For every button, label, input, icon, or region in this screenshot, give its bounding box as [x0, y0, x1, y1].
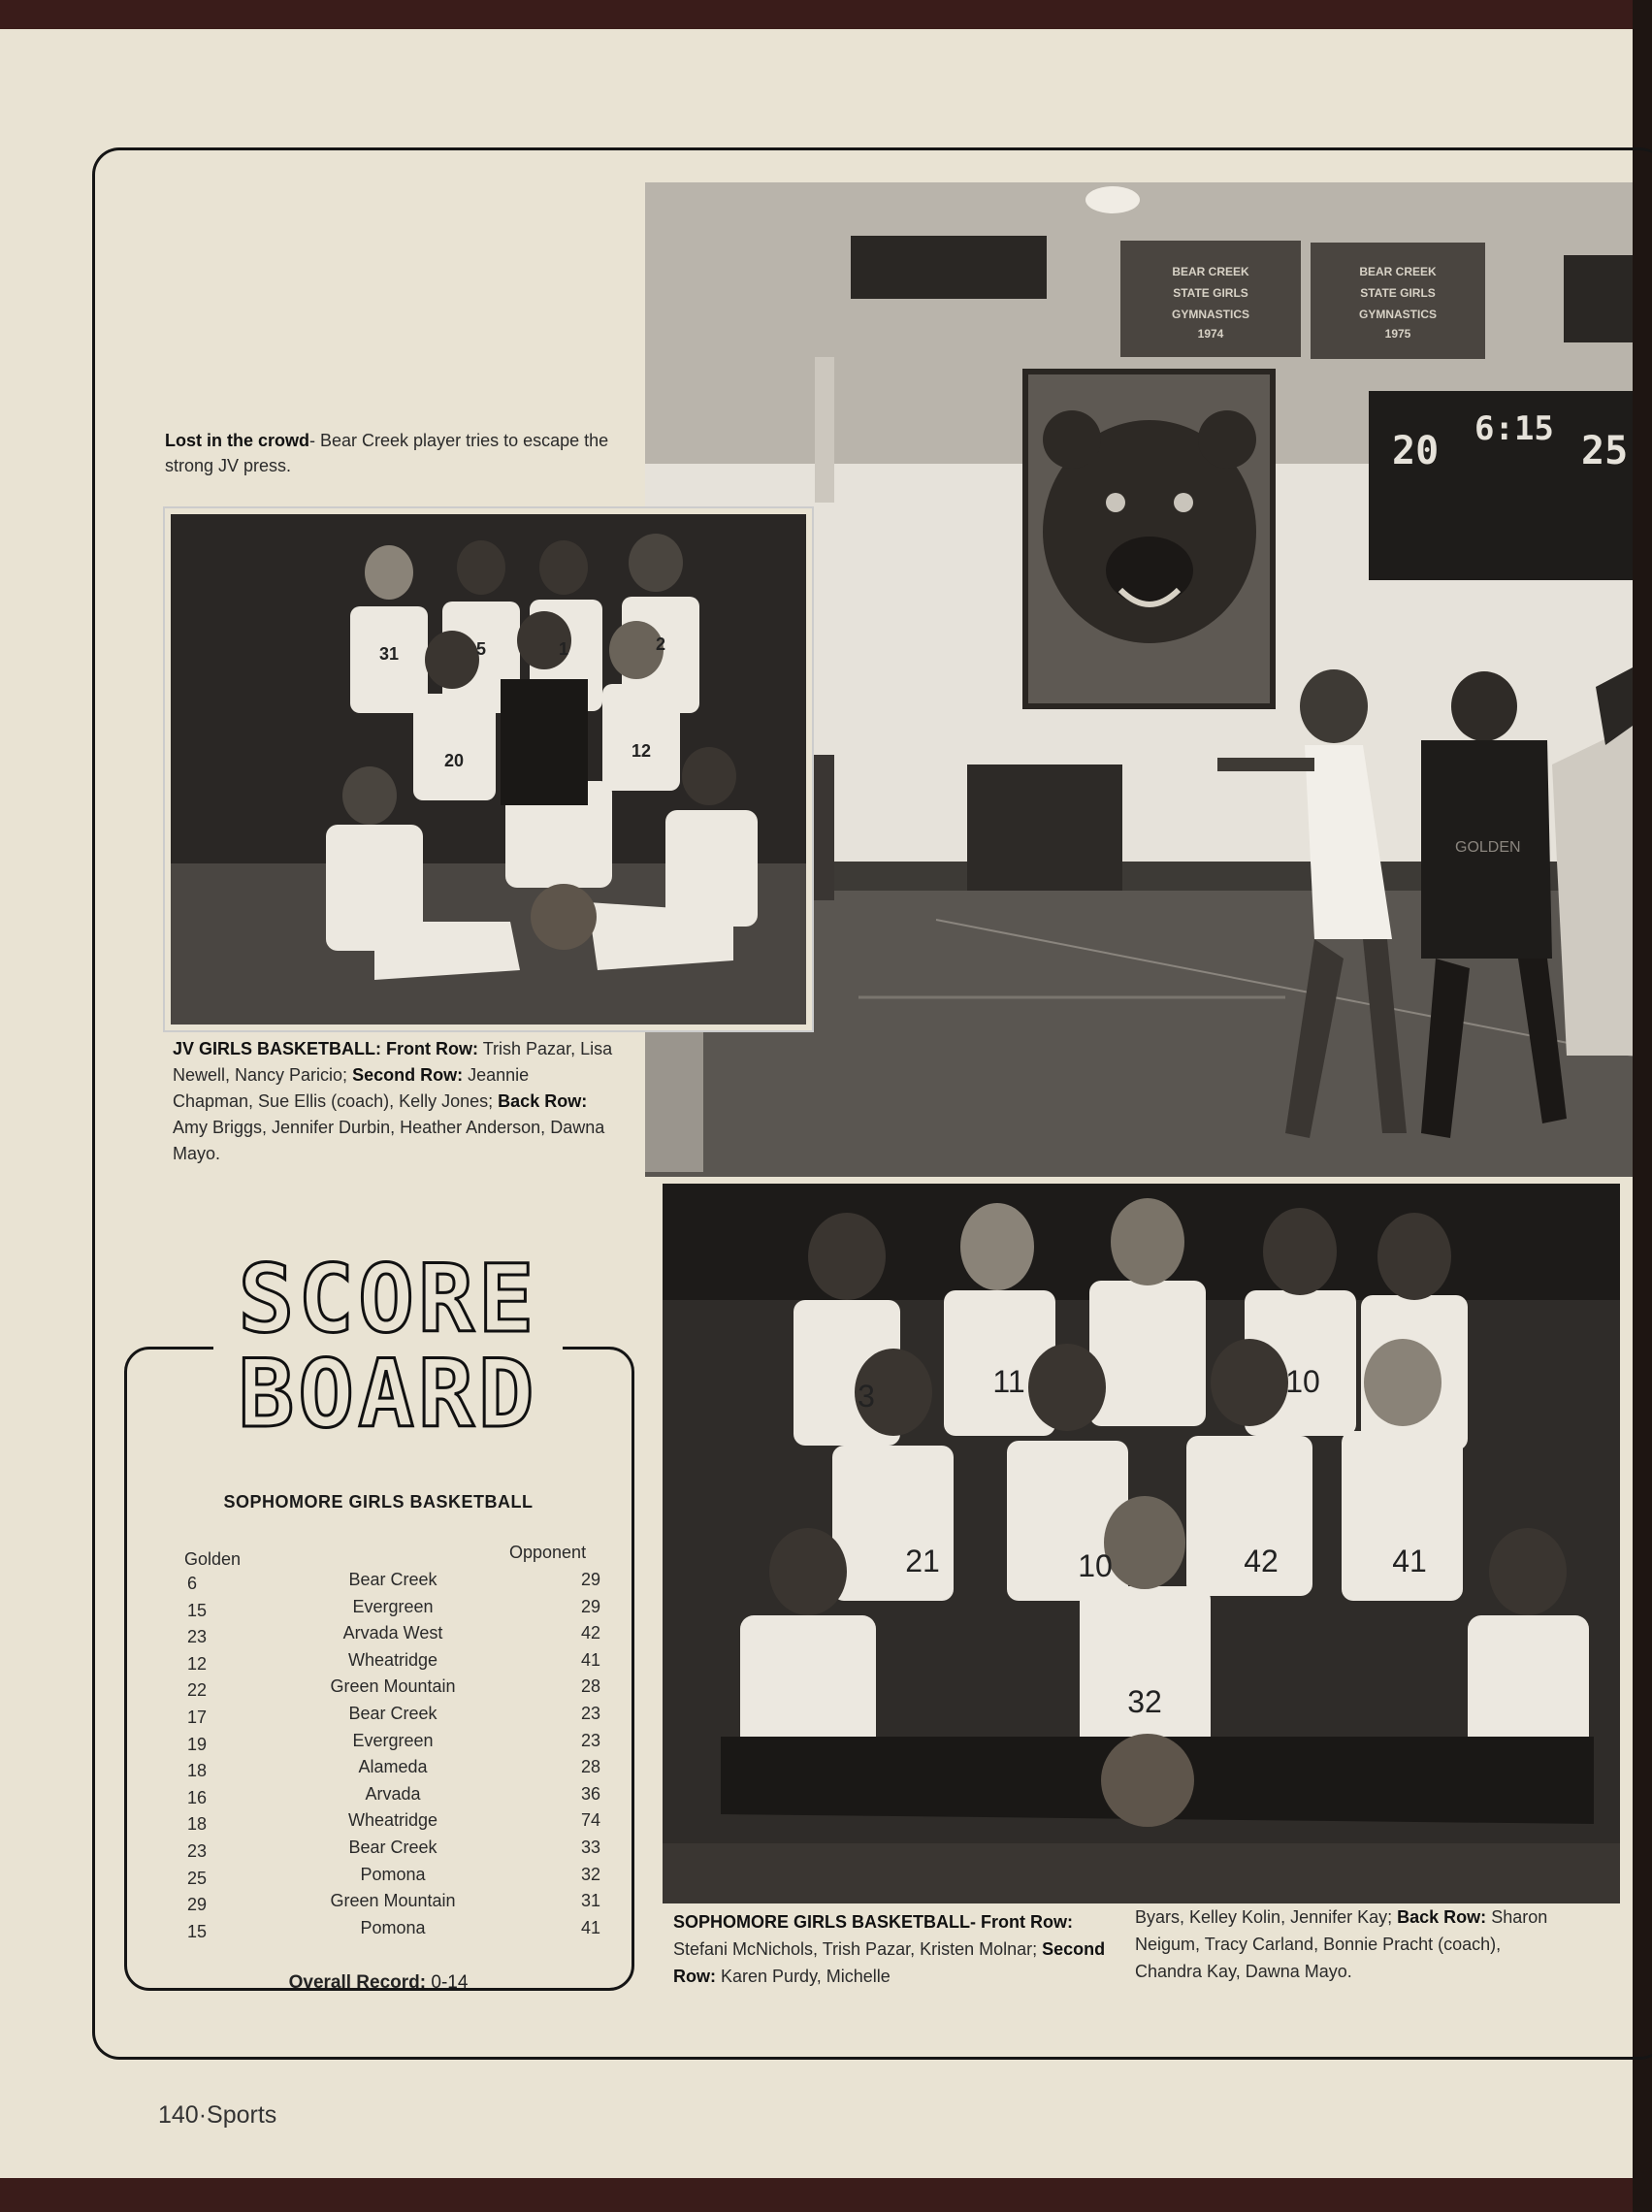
overall-record: [146, 1972, 611, 1994]
score-opponent-team: Wheatridge: [347, 1649, 438, 1670]
soph-jersey-number-4: 21: [905, 1544, 940, 1578]
scoreboard-title-line2: BOARD: [238, 1340, 538, 1448]
score-row: [179, 1757, 606, 1784]
score-opponent: 42: [580, 1623, 600, 1643]
score-opponent: 32: [580, 1864, 600, 1884]
col-header-golden: Golden: [184, 1549, 242, 1569]
soph-jersey-number-8: 32: [1127, 1684, 1162, 1719]
score-table: [179, 1570, 606, 1944]
score-opponent: 28: [580, 1757, 600, 1777]
score-opponent: 29: [580, 1570, 600, 1589]
scoreboard-title-line1: SCORE: [238, 1245, 538, 1353]
top-edge: [0, 0, 1652, 29]
crowd-caption: [165, 428, 621, 478]
score-golden: 23: [187, 1627, 208, 1647]
score-row: [179, 1704, 606, 1731]
score-opponent-team: Pomona: [360, 1864, 426, 1884]
col-header-opponent: Opponent: [509, 1543, 587, 1562]
sophomore-caption-left: [673, 1908, 1115, 1990]
action-jersey-text: GOLDEN: [1455, 839, 1521, 856]
crowd-caption-title: Lost in the crowd: [165, 431, 310, 450]
score-opponent-team: Arvada West: [342, 1623, 443, 1643]
sophomore-team-photo-art: [663, 1184, 1620, 1903]
banner2-line2: STATE GIRLS: [1360, 286, 1436, 300]
score-opponent-team: Green Mountain: [330, 1891, 456, 1911]
banner2-line3: GYMNASTICS: [1358, 308, 1438, 321]
score-row: [179, 1838, 606, 1865]
scoreboard-guest-score: 25: [1581, 429, 1629, 473]
jv-team-photo: [165, 508, 812, 1030]
jv-jersey-number-2: 5: [475, 639, 487, 659]
soph-jersey-number-1: 3: [858, 1379, 875, 1414]
score-row: [179, 1597, 606, 1624]
jv-jersey-number-3: 1: [558, 639, 569, 659]
score-opponent-team: Alameda: [358, 1757, 428, 1777]
soph-jersey-number-5: 10: [1078, 1548, 1113, 1583]
score-golden: 18: [187, 1761, 208, 1781]
soph-jersey-number-2: 11: [992, 1364, 1025, 1399]
crowd-caption-text: - Bear Creek player tries to escape the strong JV press.: [165, 431, 609, 475]
score-row: [179, 1891, 606, 1918]
jv-team-photo-art: [171, 514, 806, 1025]
bottom-edge: [0, 2178, 1652, 2212]
score-opponent-team: Evergreen: [352, 1596, 434, 1616]
banner1-line2: STATE GIRLS: [1173, 286, 1248, 300]
jv-caption: [173, 1036, 614, 1167]
score-opponent-team: Bear Creek: [348, 1703, 437, 1723]
banner1-line1: BEAR CREEK: [1172, 265, 1249, 278]
soph-front-names: Stefani McNichols, Trish Pazar, Kristen Molnar;: [673, 1939, 1038, 1959]
score-golden: 18: [187, 1814, 208, 1835]
score-golden: 16: [187, 1787, 208, 1807]
score-golden: 23: [187, 1840, 208, 1861]
score-row: [179, 1676, 606, 1704]
jv-second-names: Jeannie Chapman, Sue Ellis (coach), Kelly Jones;: [173, 1065, 530, 1111]
soph-back-names: Sharon Neigum, Tracy Carland, Bonnie Pracht (coach), Chandra Kay, Dawna Mayo.: [1135, 1907, 1548, 1981]
score-opponent-team: Bear Creek: [348, 1837, 437, 1857]
jv-jersey-number-5: 20: [443, 751, 465, 770]
score-golden: 25: [187, 1868, 208, 1888]
soph-second-names-a: Karen Purdy, Michelle: [721, 1967, 891, 1986]
score-opponent-team: Evergreen: [352, 1730, 434, 1750]
sophomore-team-photo: [661, 1182, 1622, 1905]
banner1-line3: GYMNASTICS: [1171, 308, 1250, 321]
banner2-line4: 1975: [1384, 327, 1411, 341]
score-golden: 15: [187, 1921, 208, 1941]
score-row: [179, 1570, 606, 1597]
score-golden: 6: [187, 1574, 198, 1593]
soph-jersey-number-6: 42: [1244, 1544, 1279, 1578]
score-opponent: 36: [580, 1783, 600, 1804]
jv-jersey-number-1: 31: [378, 644, 400, 664]
score-golden: 29: [187, 1895, 208, 1915]
score-row: [179, 1865, 606, 1892]
jv-second-label: Second Row:: [352, 1065, 464, 1085]
score-row: [179, 1918, 606, 1945]
score-golden: 22: [187, 1680, 208, 1701]
banner1-line4: 1974: [1197, 327, 1224, 341]
scoreboard-clock: 6:15: [1474, 409, 1554, 448]
soph-back-label: Back Row:: [1397, 1907, 1487, 1927]
scoreboard-title: [213, 1245, 563, 1455]
score-opponent-team: Pomona: [360, 1917, 426, 1937]
soph-caption-heading: SOPHOMORE GIRLS BASKETBALL- Front Row:: [673, 1912, 1073, 1932]
jv-back-names: Amy Briggs, Jennifer Durbin, Heather Anderson, Dawna Mayo.: [173, 1118, 605, 1163]
sophomore-caption-right: [1135, 1903, 1562, 1985]
score-opponent: 31: [580, 1891, 600, 1911]
score-opponent: 29: [580, 1596, 600, 1616]
soph-second-label: Second Row:: [673, 1939, 1106, 1986]
score-opponent: 33: [580, 1837, 600, 1857]
score-opponent-team: Bear Creek: [348, 1570, 437, 1589]
score-golden: 12: [187, 1653, 208, 1674]
jv-jersey-number-6: 12: [631, 741, 652, 761]
jv-front-names: Trish Pazar, Lisa Newell, Nancy Paricio;: [173, 1039, 613, 1085]
score-row: [179, 1810, 606, 1838]
score-row: [179, 1623, 606, 1650]
score-opponent: 41: [580, 1649, 600, 1670]
score-golden: 15: [187, 1600, 208, 1620]
score-opponent: 23: [580, 1703, 600, 1723]
score-opponent-team: Arvada: [365, 1783, 421, 1804]
jv-back-label: Back Row:: [498, 1091, 588, 1111]
score-opponent-team: Green Mountain: [330, 1676, 456, 1697]
jv-caption-heading: JV GIRLS BASKETBALL:: [173, 1039, 382, 1058]
score-opponent: 41: [580, 1917, 600, 1937]
score-golden: 19: [187, 1734, 208, 1754]
score-row: [179, 1784, 606, 1811]
scoreboard-heading: SOPHOMORE GIRLS BASKETBALL: [223, 1492, 534, 1512]
soph-jersey-number-3: 10: [1285, 1364, 1320, 1399]
page-folio: 140·Sports: [158, 2101, 277, 2129]
overall-record-label: Overall Record:: [288, 1972, 427, 1993]
banner2-line1: BEAR CREEK: [1359, 265, 1437, 278]
soph-jersey-number-7: 41: [1392, 1544, 1427, 1578]
score-row: [179, 1731, 606, 1758]
score-opponent-team: Wheatridge: [347, 1810, 438, 1831]
scoreboard-home-score: 20: [1392, 429, 1440, 473]
score-opponent: 28: [580, 1676, 600, 1697]
score-opponent: 23: [580, 1730, 600, 1750]
soph-second-names-b: Byars, Kelley Kolin, Jennifer Kay;: [1135, 1907, 1393, 1927]
jv-jersey-number-4: 2: [655, 634, 666, 654]
score-golden: 17: [187, 1707, 208, 1727]
score-opponent: 74: [580, 1810, 600, 1831]
score-row: [179, 1650, 606, 1677]
jv-front-label: Front Row:: [386, 1039, 479, 1058]
overall-record-value: 0-14: [431, 1972, 469, 1993]
